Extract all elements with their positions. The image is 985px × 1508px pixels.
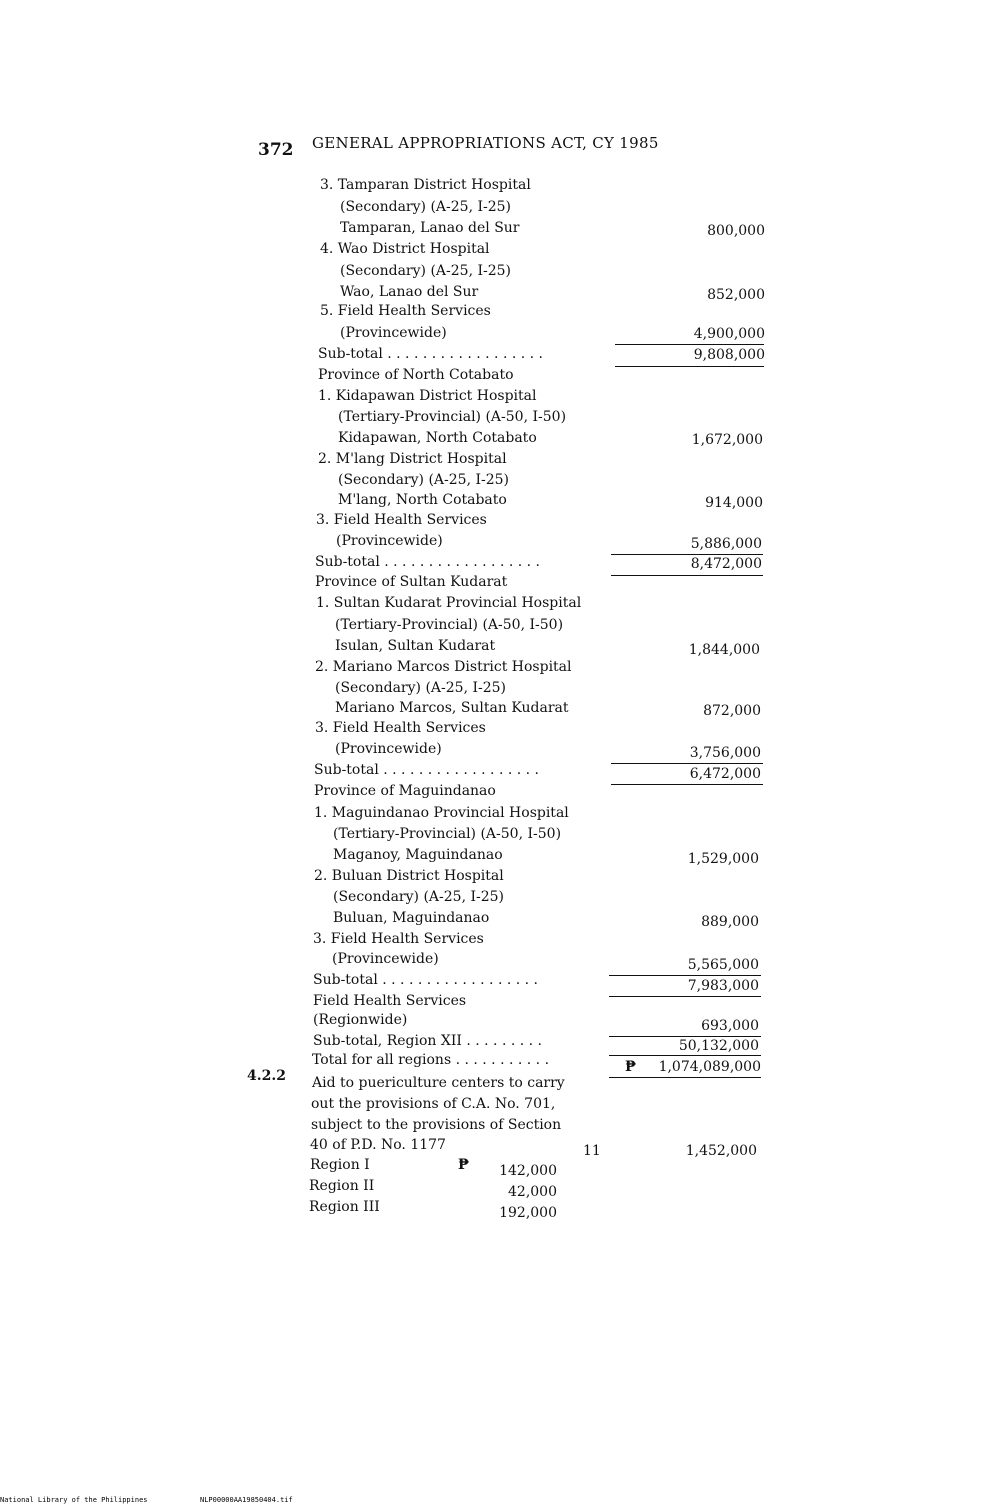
total-label: Total for all regions . . . . . . . . . . .	[312, 1052, 550, 1068]
rule	[611, 784, 763, 785]
subtotal-amount: 6,472,000	[689, 766, 761, 782]
list-item: 4. Wao District Hospital	[320, 241, 490, 257]
list-item: (Regionwide)	[313, 1012, 408, 1028]
amount: 872,000	[703, 703, 761, 719]
list-item: 3. Field Health Services	[313, 931, 484, 947]
region-name: Region III	[309, 1199, 380, 1215]
list-item: M'lang, North Cotabato	[338, 492, 507, 508]
amount: 800,000	[707, 223, 765, 239]
subtotal-label: Sub-total, Region XII . . . . . . . . .	[313, 1033, 542, 1049]
subtotal-amount: 9,808,000	[693, 347, 765, 363]
rule	[615, 366, 764, 367]
list-item: Field Health Services	[313, 993, 467, 1009]
amount: 5,565,000	[687, 957, 759, 973]
list-item: (Provincewide)	[340, 325, 447, 341]
list-item: (Provincewide)	[332, 951, 439, 967]
list-item: (Provincewide)	[335, 741, 442, 757]
region-amount: 42,000	[508, 1184, 557, 1200]
footer-library: National Library of the Philippines	[0, 1496, 148, 1504]
list-item: 2. Mariano Marcos District Hospital	[315, 659, 572, 675]
list-item: (Secondary) (A-25, I-25)	[333, 889, 505, 905]
section-text: subject to the provisions of Section	[311, 1117, 562, 1133]
list-item: Wao, Lanao del Sur	[340, 284, 479, 300]
section-text: 40 of P.D. No. 1177	[310, 1137, 446, 1153]
page-title: GENERAL APPROPRIATIONS ACT, CY 1985	[312, 134, 659, 152]
subtotal-amount: 8,472,000	[690, 556, 762, 572]
list-item: 1. Kidapawan District Hospital	[318, 388, 537, 404]
list-item: 1. Maguindanao Provincial Hospital	[314, 805, 569, 821]
amount: 852,000	[707, 287, 765, 303]
list-item: Maganoy, Maguindanao	[333, 847, 503, 863]
province-heading: Province of Maguindanao	[314, 783, 496, 799]
amount: 889,000	[701, 914, 759, 930]
rule	[611, 575, 763, 576]
footer	[0, 1496, 293, 1504]
list-item: 3. Field Health Services	[316, 512, 487, 528]
section-text: Aid to puericulture centers to carry	[312, 1075, 565, 1091]
province-heading: Province of Sultan Kudarat	[315, 574, 508, 590]
list-item: 1. Sultan Kudarat Provincial Hospital	[316, 595, 582, 611]
column-number: 11	[583, 1143, 601, 1159]
subtotal-label: Sub-total . . . . . . . . . . . . . . . . . .	[315, 554, 541, 570]
total-amount: 1,074,089,000	[658, 1059, 761, 1075]
list-item: Mariano Marcos, Sultan Kudarat	[335, 700, 569, 716]
peso-sign-icon: ₱	[625, 1059, 637, 1075]
amount: 5,886,000	[690, 536, 762, 552]
list-item: (Secondary) (A-25, I-25)	[338, 472, 510, 488]
province-heading: Province of North Cotabato	[318, 367, 514, 383]
list-item: 3. Field Health Services	[315, 720, 486, 736]
section-code: 4.2.2	[247, 1068, 286, 1084]
list-item: (Tertiary-Provincial) (A-50, I-50)	[338, 409, 567, 425]
rule	[609, 1055, 761, 1056]
rule	[609, 996, 761, 997]
list-item: (Provincewide)	[336, 533, 443, 549]
list-item: 2. Buluan District Hospital	[314, 868, 504, 884]
region-amount: 142,000	[499, 1163, 557, 1179]
amount: 1,844,000	[688, 642, 760, 658]
subtotal-label: Sub-total . . . . . . . . . . . . . . . . . .	[314, 762, 540, 778]
region-amount: 192,000	[499, 1205, 557, 1221]
footer-file: NLP00000AA19850404.tif	[200, 1496, 293, 1504]
peso-sign-icon: ₱	[458, 1157, 470, 1173]
list-item: (Secondary) (A-25, I-25)	[340, 199, 512, 215]
rule	[609, 1036, 761, 1037]
list-item: 5. Field Health Services	[320, 303, 491, 319]
list-item: Isulan, Sultan Kudarat	[335, 638, 496, 654]
list-item: 2. M'lang District Hospital	[318, 451, 507, 467]
section-text: out the provisions of C.A. No. 701,	[311, 1096, 556, 1112]
amount: 1,672,000	[691, 432, 763, 448]
rule	[611, 763, 763, 764]
subtotal-label: Sub-total . . . . . . . . . . . . . . . . . .	[318, 346, 544, 362]
region-name: Region II	[309, 1178, 375, 1194]
list-item: Tamparan, Lanao del Sur	[340, 220, 520, 236]
list-item: Kidapawan, North Cotabato	[338, 430, 537, 446]
list-item: (Secondary) (A-25, I-25)	[335, 680, 507, 696]
page-number: 372	[258, 140, 294, 160]
list-item: (Secondary) (A-25, I-25)	[340, 263, 512, 279]
section-amount: 1,452,000	[685, 1143, 757, 1159]
list-item: 3. Tamparan District Hospital	[320, 177, 531, 193]
subtotal-label: Sub-total . . . . . . . . . . . . . . . . . .	[313, 972, 539, 988]
list-item: (Tertiary-Provincial) (A-50, I-50)	[335, 617, 564, 633]
list-item: Buluan, Maguindanao	[333, 910, 490, 926]
rule	[609, 975, 761, 976]
amount: 1,529,000	[687, 851, 759, 867]
subtotal-amount: 7,983,000	[687, 978, 759, 994]
rule	[615, 344, 764, 345]
amount: 914,000	[705, 495, 763, 511]
rule	[609, 1077, 761, 1078]
region-name: Region I	[310, 1157, 370, 1173]
rule	[611, 554, 763, 555]
amount: 3,756,000	[689, 745, 761, 761]
amount: 4,900,000	[693, 326, 765, 342]
subtotal-amount: 50,132,000	[678, 1038, 759, 1054]
list-item: (Tertiary-Provincial) (A-50, I-50)	[333, 826, 562, 842]
amount: 693,000	[701, 1018, 759, 1034]
